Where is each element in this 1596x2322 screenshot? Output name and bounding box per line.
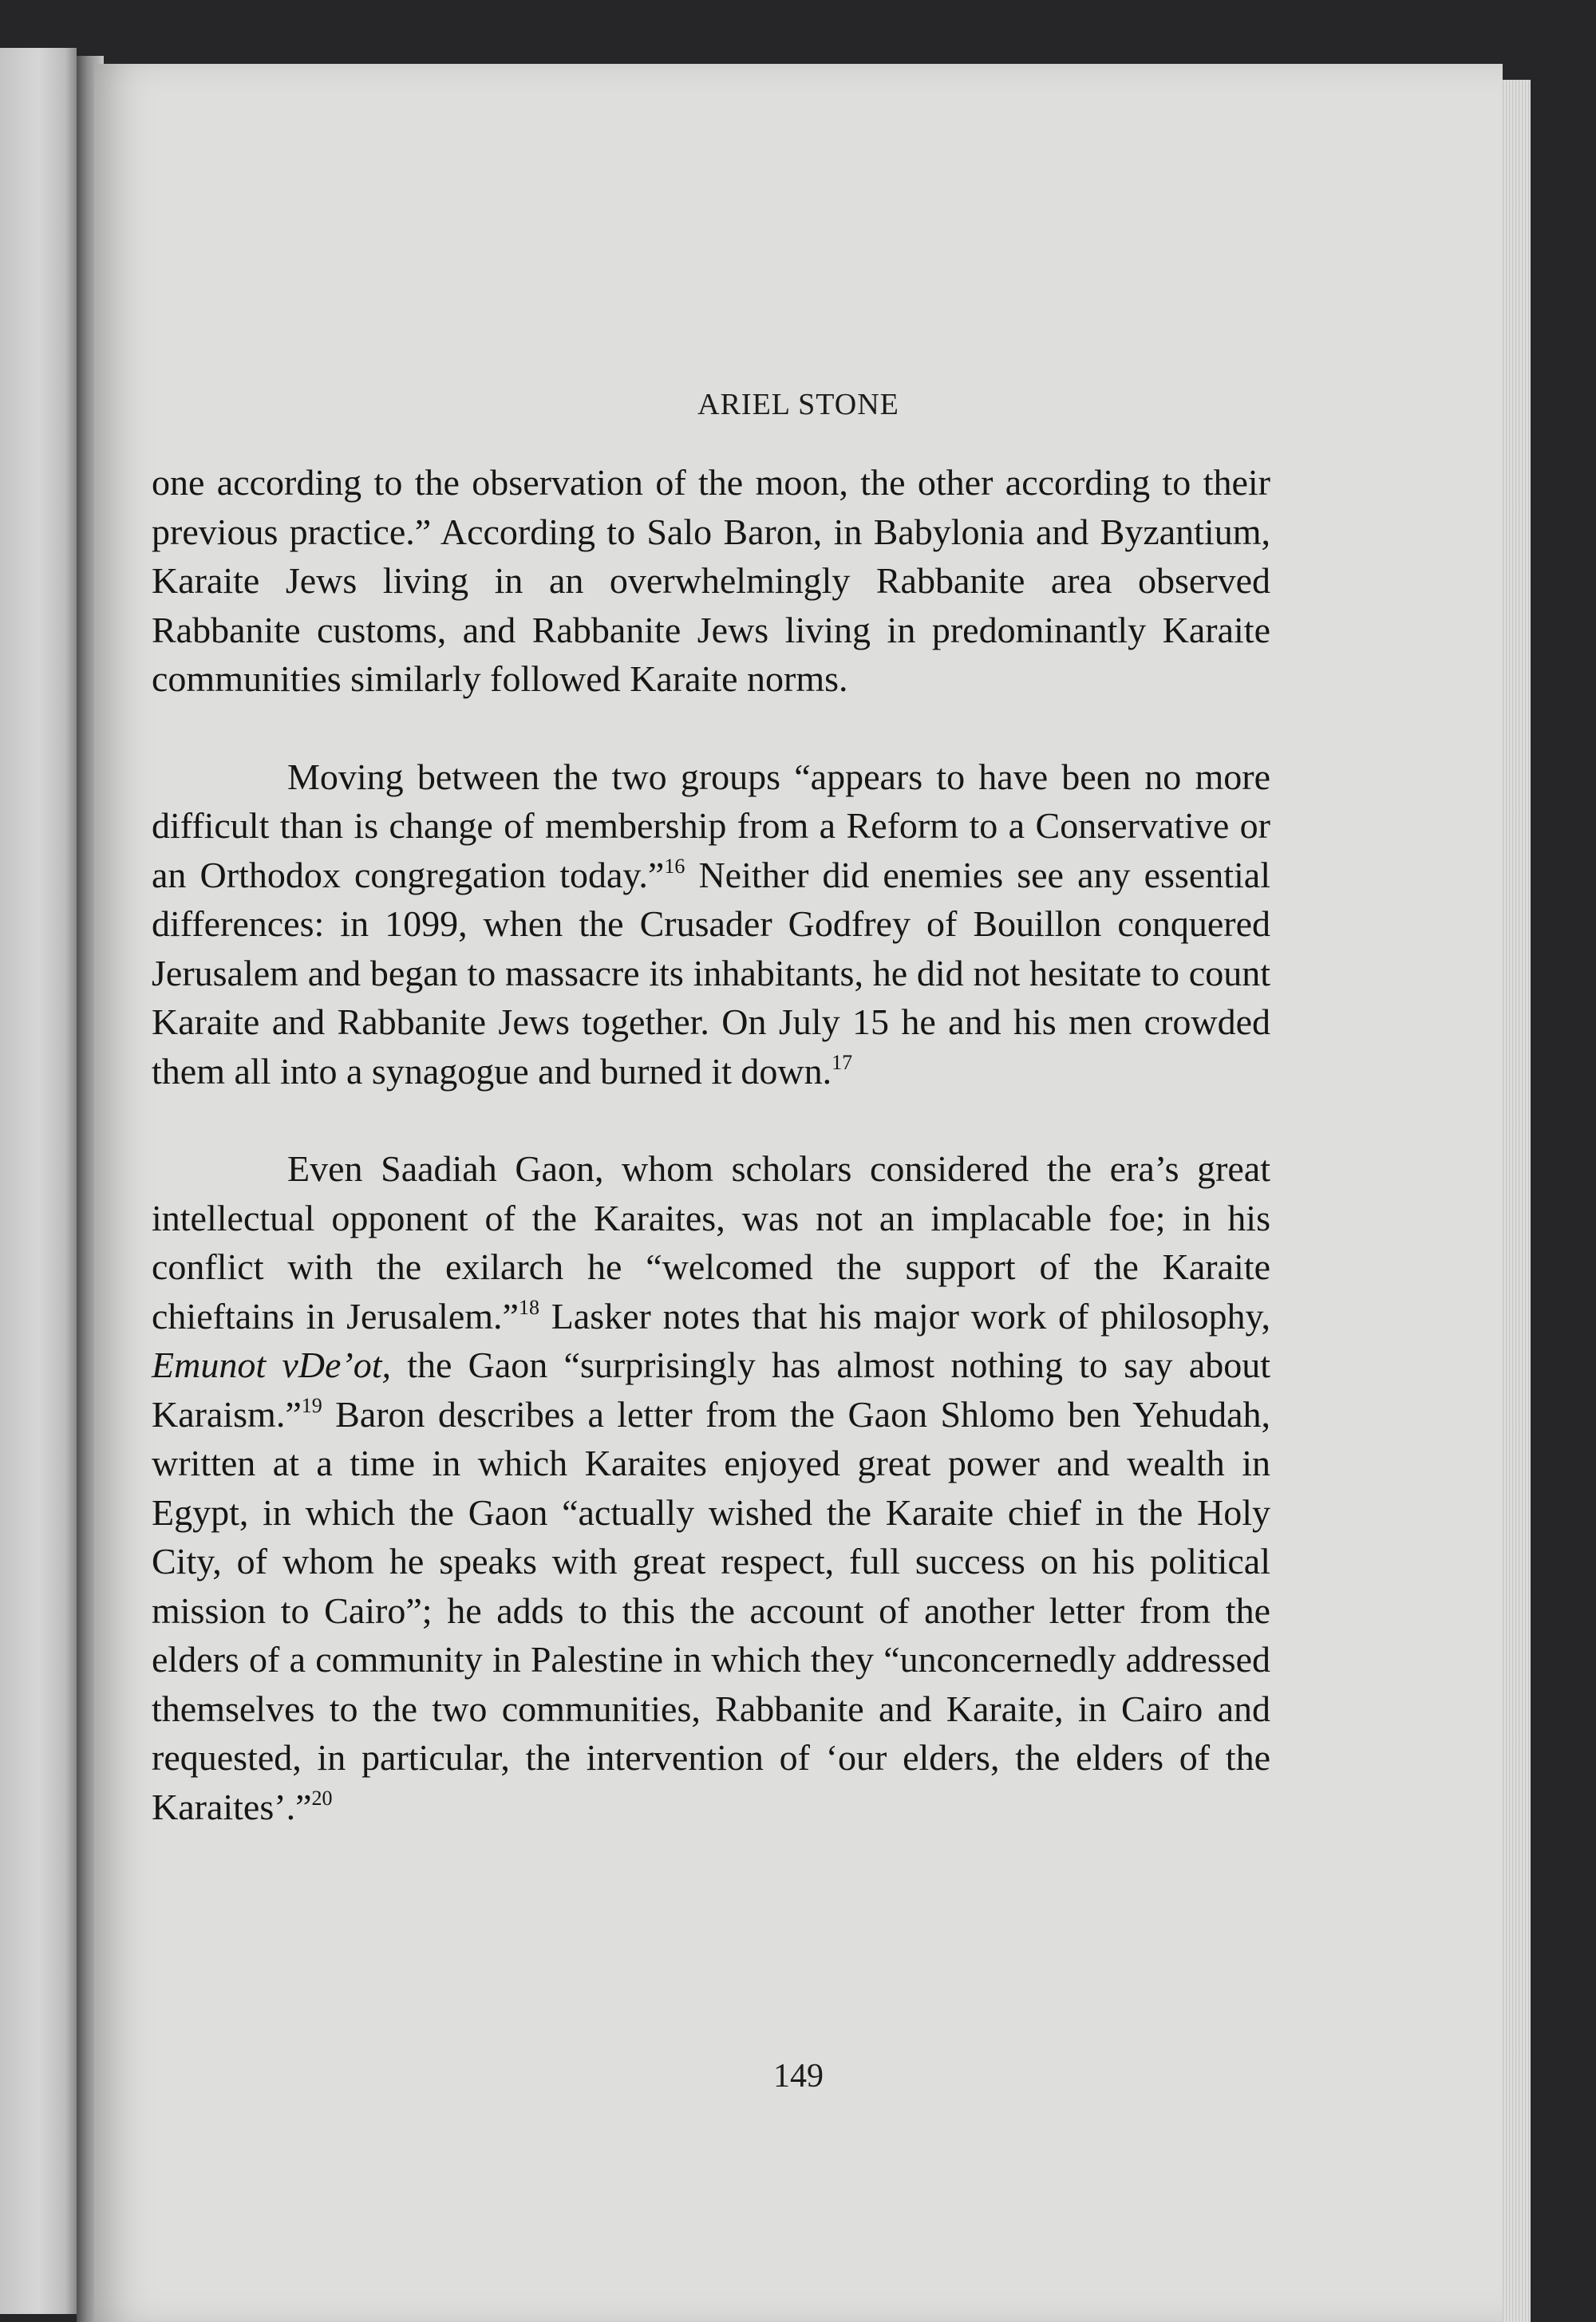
body-text <box>152 458 1270 1831</box>
page-number: 149 <box>773 2058 824 2095</box>
footnote-ref-16[interactable]: 16 <box>664 854 685 878</box>
page-block-edge <box>1500 80 1531 2322</box>
paragraph-3-text-a: Even Saadiah Gaon, whom scholars considered the era’s great intellectual opponent of the Karaites, was not an implacable foe; in his conflict with the exilarch he “welcomed the support of the Karaite chieftains in Jerusalem.” <box>152 1148 1270 1337</box>
paragraph-2-text-a: Moving between the two groups “appears to have been no more difficult than is change of membership from a Reform to a Conservative or an Orthodox congregation today.” <box>152 756 1270 895</box>
footnote-ref-17[interactable]: 17 <box>832 1050 853 1074</box>
paragraph-1 <box>152 458 1270 704</box>
footnote-ref-18[interactable]: 18 <box>518 1295 539 1319</box>
paragraph-2 <box>152 752 1270 1096</box>
paragraph-3-text-c: the Gaon “surprisingly has almost nothing to say about Karaism.” <box>152 1345 1270 1435</box>
footnote-ref-19[interactable]: 19 <box>301 1393 322 1417</box>
footnote-ref-20[interactable]: 20 <box>311 1786 333 1810</box>
paragraph-2-text-b: Neither did enemies see any essential differences: in 1099, when the Crusader Godfrey of Bouillon conquered Jerusalem and began to massacre its inhabitants, he did not hesitate to count Karaite and Rabbanite Jews together. On July 15 he and his men crowded them all into a synagogue and burned it down. <box>152 854 1270 1092</box>
book-page <box>94 64 1503 2322</box>
facing-page-edge <box>0 48 77 2314</box>
paragraph-3 <box>152 1144 1270 1831</box>
paragraph-3-text-b: Lasker notes that his major work of philosophy, <box>539 1295 1270 1337</box>
book-title-italic: Emunot vDe’ot, <box>152 1345 391 1385</box>
paragraph-1-text: one according to the observation of the moon, the other according to their previous practice.” According to Salo Baron, in Babylonia and Byzantium, Karaite Jews living in an overwhelmingly Rabbanite area observed Rabbanite customs, and Rabbanite Jews living in predominantly Karaite communities similarly followed Karaite norms. <box>152 462 1270 699</box>
paragraph-3-text-d: Baron describes a letter from the Gaon Shlomo ben Yehudah, written at a time in which Karaites enjoyed great power and wealth in Egypt, in which the Gaon “actually wished the Karaite chief in the Holy City, of whom he speaks with great respect, full success on his political mission to Cairo”; he adds to this the account of another letter from the elders of a community in Palestine in which they “unconcernedly addressed themselves to the two communities, Rabbanite and Karaite, in Cairo and requested, in particular, the intervention of ‘our elders, the elders of the Karaites’.” <box>152 1393 1270 1827</box>
running-head: ARIEL STONE <box>697 388 899 421</box>
